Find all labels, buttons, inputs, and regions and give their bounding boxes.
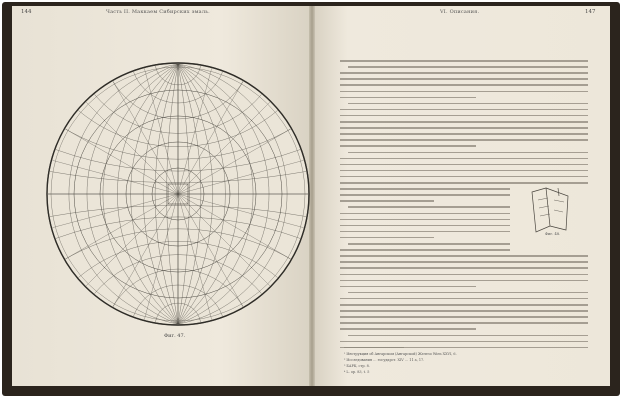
text-line xyxy=(340,267,588,269)
text-line xyxy=(340,145,476,147)
footnote: ¹ Инструкция об Ангарском (Ангарской) Железо Wien XXVI, 6. xyxy=(344,352,457,356)
text-line xyxy=(340,109,588,111)
text-line xyxy=(340,60,588,62)
text-line xyxy=(348,152,588,154)
text-line xyxy=(340,261,588,263)
text-line xyxy=(340,158,588,160)
side-figure-caption: Фиг. 48. xyxy=(545,232,561,236)
text-line xyxy=(340,316,588,318)
text-line xyxy=(340,298,588,300)
text-line xyxy=(340,255,588,257)
text-line xyxy=(340,237,434,239)
text-line xyxy=(340,280,588,282)
text-line xyxy=(348,292,588,294)
side-illustration xyxy=(528,186,574,238)
stereonet-figure xyxy=(42,58,314,330)
text-line xyxy=(348,206,510,208)
text-line xyxy=(340,97,476,99)
text-line xyxy=(340,231,510,233)
text-line xyxy=(340,188,510,190)
text-line xyxy=(340,84,588,86)
right-page-number: 147 xyxy=(585,9,596,15)
footnote: ³ БАРК, стр. 8. xyxy=(344,364,370,368)
text-line xyxy=(340,121,588,123)
text-line xyxy=(340,200,434,202)
footnote: ² Исследования … государст. XIV … 11 a, 17. xyxy=(344,358,425,362)
footnote-separator xyxy=(344,347,404,348)
left-running-head: Часть II. Маккаем Сибирских эмаль. xyxy=(106,9,210,15)
footnote: ⁴ L. op. 83, t. 5 xyxy=(344,370,370,374)
text-line xyxy=(340,133,588,135)
text-line xyxy=(340,91,588,93)
text-line xyxy=(340,219,510,221)
text-line xyxy=(340,310,588,312)
text-line xyxy=(340,170,588,172)
left-page-number: 144 xyxy=(21,9,32,15)
text-line xyxy=(348,243,510,245)
text-line xyxy=(348,103,588,105)
text-line xyxy=(348,66,588,68)
text-line xyxy=(348,335,588,337)
text-line xyxy=(340,225,510,227)
text-line xyxy=(340,286,476,288)
text-line xyxy=(340,72,588,74)
right-running-head: VI. Описания. xyxy=(440,9,480,15)
text-line xyxy=(340,213,510,215)
text-line xyxy=(340,341,588,343)
text-line xyxy=(340,164,588,166)
text-line xyxy=(340,139,588,141)
text-line xyxy=(340,78,588,80)
text-line xyxy=(340,194,510,196)
text-line xyxy=(340,249,510,251)
figure-caption: Фиг. 47. xyxy=(164,333,186,339)
text-line xyxy=(340,274,588,276)
text-line xyxy=(340,322,588,324)
text-line xyxy=(340,115,588,117)
text-line xyxy=(340,176,588,178)
text-line xyxy=(340,304,588,306)
text-line xyxy=(340,182,588,184)
text-line xyxy=(340,127,588,129)
text-line xyxy=(340,328,476,330)
